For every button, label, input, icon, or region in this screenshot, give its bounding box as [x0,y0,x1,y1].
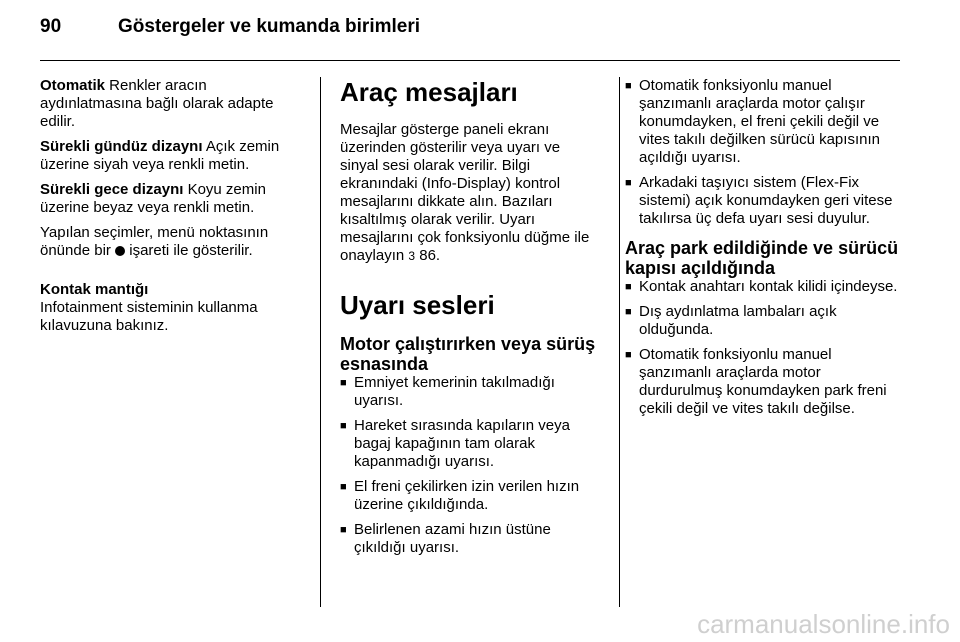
term-gunduz: Sürekli gündüz dizaynı [40,138,203,155]
section-title-sounds: Uyarı sesleri [340,290,495,320]
square-bullet-icon: ■ [340,420,347,432]
header-rule [40,60,900,61]
list-item [625,278,905,296]
column-middle [340,77,602,567]
bullet-list-engine [340,374,602,557]
subheading-engine: Motor çalıştırırken veya sürüş esnasında [340,334,596,374]
page-title: Göstergeler ve kumanda birimleri [118,16,421,37]
page-header [40,16,420,46]
selection-text-b: işareti ile gösterilir. [125,242,253,259]
list-item-text: Belirlenen azami hızın üstüne çıkıldığı uyarısı. [354,521,551,556]
watermark: carmanualsonline.info [697,609,950,639]
list-item [340,374,602,410]
list-item-text: El freni çekilirken izin verilen hızın üzerine çıkıldığında. [354,478,580,513]
list-item [340,478,602,514]
page-number: 90 [40,16,62,37]
list-item-text: Hareket sırasında kapıların veya bagaj kapağının tam olarak kapanmadığı uyarısı. [354,417,570,470]
intro-text: Mesajlar gösterge paneli ekranı üzerinden gösterilir veya uyarı ve sinyal sesi olarak verilir. Bilgi ekranındaki (Info-Display) kontrol mesajlarını dikkate alın. Bazıları kısaltılmış olarak verilir. Uyarı mesajlarını çok fonksiyonlu düğme ile onaylayın [340,121,590,264]
square-bullet-icon: ■ [625,349,632,361]
bullet-list-parked [625,278,905,418]
paragraph-otomatik [40,77,302,131]
list-item-text: Arkadaki taşıyıcı sistem (Flex-Fix sistemi) açık konumdayken geri vitese takılırsa üç defa uyarı sesi duyulur. [639,174,893,227]
square-bullet-icon: ■ [625,177,632,189]
list-item-text: Otomatik fonksiyonlu manuel şanzımanlı araçlarda motor çalışır konumdayken, el freni çekili değil ve vites takılı değilken sürücü kapısının açıldığı uyarısı. [639,77,880,166]
column-left [40,77,302,342]
selection-text-a: Yapılan seçimler, menü noktasının önünde bir [40,224,269,259]
list-item [340,521,602,557]
section-title-messages: Araç mesajları [340,77,518,107]
paragraph-selection [40,224,302,260]
subheading-parked: Araç park edildiğinde ve sürücü kapısı açıldığında [625,238,899,278]
desc-otomatik: Renkler aracın aydınlatmasına bağlı olarak adapte edilir. [40,77,274,130]
bullet-list-continued [625,77,905,228]
square-bullet-icon: ■ [340,524,347,536]
square-bullet-icon: ■ [625,80,632,92]
desc-gece: Koyu zemin üzerine beyaz veya renkli metin. [40,181,266,216]
paragraph-kontak: Infotainment sisteminin kullanma kılavuzuna bakınız. [40,299,258,334]
list-item [625,77,905,167]
list-item [625,174,905,228]
list-item [625,346,905,418]
column-right [625,77,905,428]
paragraph-gunduz [40,138,302,174]
list-item [625,303,905,339]
desc-gunduz: Açık zemin üzerine siyah veya renkli metin. [40,138,280,173]
square-bullet-icon: ■ [625,306,632,318]
column-divider [619,77,620,607]
term-otomatik: Otomatik [40,77,106,94]
paragraph-gece [40,181,302,217]
list-item-text: Emniyet kemerinin takılmadığı uyarısı. [354,374,555,409]
list-item-text: Otomatik fonksiyonlu manuel şanzımanlı araçlarda motor durdurulmuş konumdayken park freni çekili değil ve vites takılı değilse. [639,346,887,417]
square-bullet-icon: ■ [625,281,632,293]
square-bullet-icon: ■ [340,377,347,389]
term-gece: Sürekli gece dizaynı [40,181,184,198]
arrow-reference-icon: 3 [408,249,416,263]
list-item-text: Dış aydınlatma lambaları açık olduğunda. [639,303,837,338]
heading-kontak: Kontak mantığı [40,281,149,298]
square-bullet-icon: ■ [340,481,347,493]
reference-page: 86. [415,247,441,264]
column-divider [320,77,321,607]
paragraph-intro [340,121,602,265]
list-item [340,417,602,471]
filled-circle-icon [115,246,125,256]
list-item-text: Kontak anahtarı kontak kilidi içindeyse. [639,278,898,295]
